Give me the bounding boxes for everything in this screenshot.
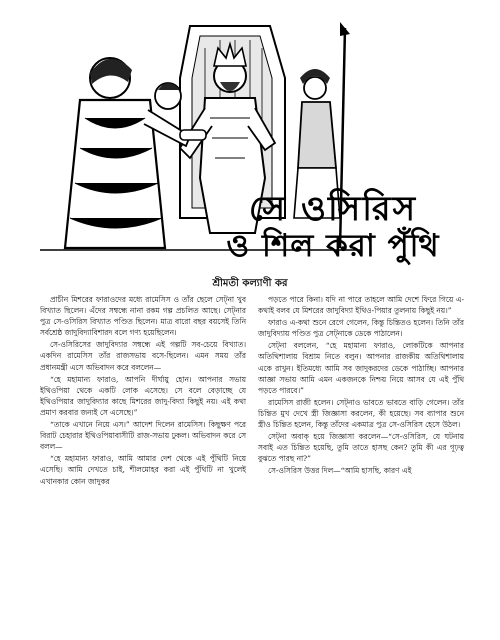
paragraph: “তাকে এখানে নিয়ে এস।” আদেশ দিলেন রামেসিস। কিছুক্ষণ পরে বিরাট চেহারার ইথিওপিয়াবাসীটি রাজ-সভায় ঢুকল। অভিবাদন করে সে বলল—	[40, 420, 246, 452]
paragraph: পড়তে পারে কিনা। যদি না পারে তাহলে আমি দেশে ফিরে গিয়ে এ-কথাই বলব যে মিশরের জাদুবিদ্যা ইথিও-পিয়ার তুলনায় কিছুই নয়।”	[258, 295, 464, 316]
article-body	[40, 294, 464, 624]
paragraph: প্রাচীন মিশরের ফারাওদের মধ্যে রামেসিস ও তাঁর ছেলে সেট্না খুব বিখ্যাত ছিলেন। এঁদের সম্বন্ধে নানা রকম গল্প প্রচলিত আছে। সেট্নার পুত্র সে-ওসিরিস বিখ্যাত পণ্ডিত ছিলেন। মাত্র বারো বছর বয়সেই তিনি সর্বশ্রেষ্ঠ জাদুবিদ্যাবিশারদ বলে গণ্য হয়েছিলেন।	[40, 295, 246, 338]
paragraph: সেট্না অবাক্ হয়ে জিজ্ঞাসা করলেন—“সে-ওসিরিস, যে ঘটনায় সবাই এত চিন্তিত হয়েছি, তুমি তাতে হাসছ কেন? তুমি কী এর গূঢ়ত্ব বুঝতে পারছ না?”	[258, 432, 464, 464]
paragraph: সেট্না বললেন, “হে মহামান্য ফারাও, লোকটিকে আপনার অতিথিশালায় বিশ্রাম নিতে বলুন। আপনার রাজকীয় অতিথিশালায় একে রাখুন। ইতিমধ্যে আমি সব জাদুকরদের ডেকে পাঠাচ্ছি। আপনার আজ্ঞা সভায় আমি এমন একজনকে নিশ্চয় নিয়ে আসব যে এই পুঁথি পড়তে পারবে।”	[258, 341, 464, 395]
paragraph: সে-ওসিরিস উত্তর দিল—“আমি হাসছি, কারণ এই	[268, 466, 412, 476]
title-line-2: ও শিল করা পুঁথি	[226, 228, 440, 264]
title-line-1: সে ওসিরিস	[248, 189, 418, 229]
sealed-scroll-icon	[180, 130, 206, 140]
left-column	[40, 294, 246, 624]
paragraph: রামেসিস রাজী হলেন। সেট্নাও ভাবতে ভাবতে বাড়ি গেলেন। তাঁর চিন্তিত মুখ দেখে স্ত্রী জিজ্ঞাসা করলেন, কী হয়েছে। সব ব্যাপার শুনে স্ত্রীও চিন্তিত হলেন, কিন্তু তাঁদের একমাত্র পুত্র সে-ওসিরিস হেসে উঠল।	[258, 397, 464, 430]
right-column	[258, 294, 464, 624]
paragraph: “হে মহামান্য ফারাও, আপনি দীর্ঘায়ু হোন। আপনার সভায় ইথিওপিয়া থেকে একটি লোক এসেছে। সে বলে বেড়াচ্ছে যে ইথিওপিয়ার জাদুবিদ্যার কাছে মিশরের জাদু-বিদ্যা কিছুই নয়। এই কথা প্রমাণ করবার জন্যই সে এসেছে।”	[40, 374, 246, 417]
story-title	[208, 190, 458, 264]
paragraph: “হে মহামান্য ফারাও, আমি আমার দেশ থেকে এই পুঁথিটি নিয়ে এসেছি। আমি দেখতে চাই, শীলমোহর করা এই পুঁথিটি না খুলেই এখানকার কোন জাদুকর	[40, 454, 246, 486]
author-byline: শ্রীমতী কল্যাণী কর	[212, 278, 288, 289]
paragraph: ফারাও এ-কথা শুনে রেগে গেলেন, কিন্তু চিন্তিতও হলেন। তিনি তাঁর জাদুবিদ্যায় পণ্ডিত পুত্র সেট্নাকে ডেকে পাঠালেন।	[258, 318, 464, 339]
paragraph: সে-ওসিরিসের জাদুবিদ্যার সম্বন্ধে এই গল্পটি সব-চেয়ে বিখ্যাত। একদিন রামেসিস তাঁর রাজসভায় বসে-ছিলেন। এমন সময় তাঁর প্রধানমন্ত্রী এসে অভিবাদন করে বললেন—	[40, 340, 246, 372]
